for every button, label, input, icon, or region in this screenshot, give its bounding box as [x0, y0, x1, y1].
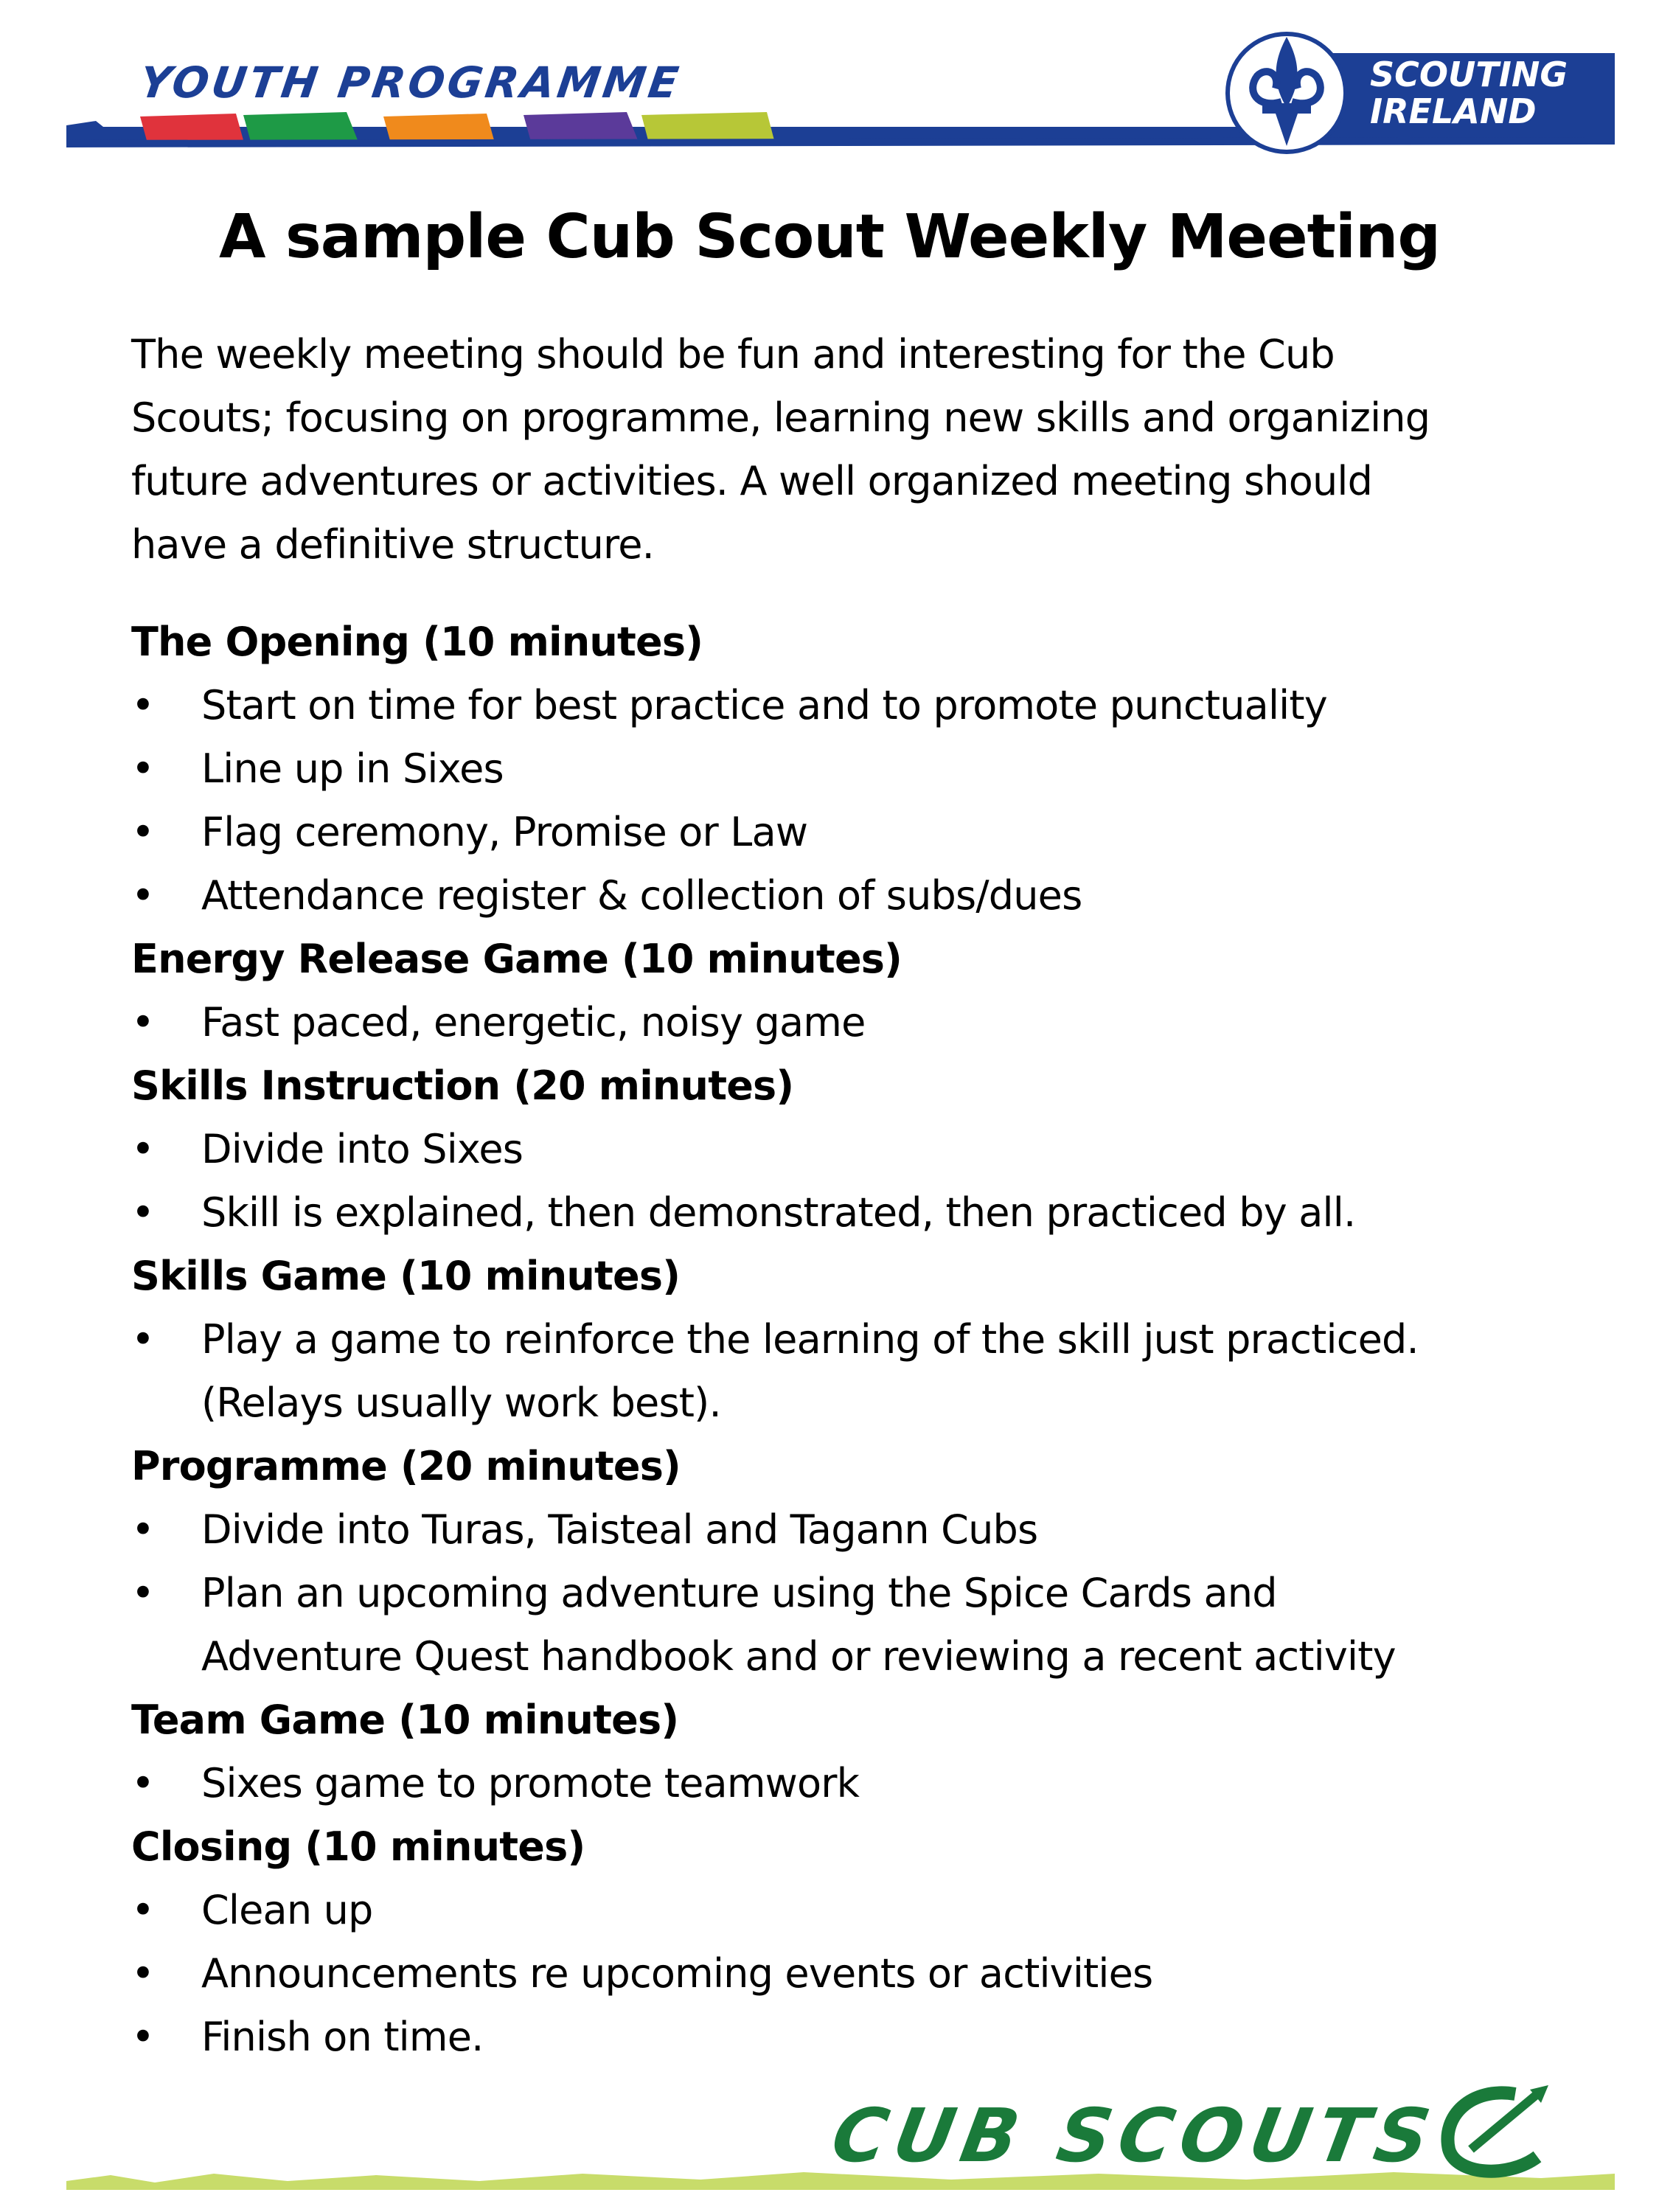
bullet-icon: • [131, 2014, 155, 2060]
section-heading: Skills Game (10 minutes) [131, 1253, 681, 1299]
section-heading: Skills Instruction (20 minutes) [131, 1062, 794, 1109]
list-item-text: Play a game to reinforce the learning of the skill just practiced. [201, 1316, 1419, 1363]
page-footer [0, 2079, 1659, 2212]
list-item [131, 1752, 1569, 1815]
cub-scouts-wordmark: CUB SCOUTS [825, 2093, 1444, 2179]
bullet-icon: • [131, 1760, 155, 1806]
bullet-list [131, 1879, 1569, 2069]
section-heading: Energy Release Game (10 minutes) [131, 936, 902, 982]
intro-line: Scouts; focusing on programme, learning new skills and organizing [131, 394, 1430, 441]
list-item-text: Announcements re upcoming events or activities [201, 1950, 1153, 1997]
page-title: A sample Cub Scout Weekly Meeting [218, 202, 1441, 272]
list-item-text: Fast paced, energetic, noisy game [201, 999, 866, 1046]
list-item [131, 864, 1569, 928]
bullet-icon: • [131, 745, 155, 792]
list-item [131, 1498, 1569, 1562]
bullet-icon: • [131, 1506, 155, 1553]
bullet-icon: • [131, 682, 155, 728]
bullet-icon: • [131, 1950, 155, 1997]
bullet-list [131, 674, 1569, 928]
list-item-text: Sixes game to promote teamwork [201, 1760, 860, 1806]
intro-line: The weekly meeting should be fun and interesting for the Cub [131, 331, 1335, 378]
meeting-sections [131, 611, 1569, 2069]
section-heading: Team Game (10 minutes) [131, 1697, 679, 1743]
bullet-icon: • [131, 999, 155, 1046]
list-item-text: Flag ceremony, Promise or Law [201, 809, 808, 855]
list-item [131, 1942, 1569, 2006]
list-item [131, 2006, 1569, 2069]
section-heading: Closing (10 minutes) [131, 1823, 585, 1870]
list-item [131, 1879, 1569, 1942]
section-heading: The Opening (10 minutes) [131, 619, 703, 665]
list-item-text: Divide into Sixes [201, 1126, 524, 1172]
list-item-text: Finish on time. [201, 2014, 484, 2060]
bullet-icon: • [131, 1887, 155, 1933]
bullet-list [131, 991, 1569, 1054]
logo-line-1: SCOUTING [1370, 55, 1568, 94]
bullet-list [131, 1498, 1569, 1688]
list-item-text: Adventure Quest handbook and or reviewing a recent activity [201, 1633, 1396, 1680]
bullet-icon: • [131, 1126, 155, 1172]
list-item [131, 737, 1569, 801]
cub-scouts-emblem-icon [1427, 2079, 1559, 2183]
intro-paragraph [131, 323, 1569, 577]
bullet-icon: • [131, 809, 155, 855]
fleur-de-lis-icon [1224, 21, 1349, 161]
list-item [131, 1562, 1569, 1688]
logo-line-2: IRELAND [1370, 91, 1537, 131]
scouting-ireland-logo-text [1370, 56, 1568, 130]
bullet-icon: • [131, 1316, 155, 1363]
page-header [0, 0, 1659, 170]
bullet-icon: • [131, 1189, 155, 1236]
bullet-list [131, 1308, 1569, 1435]
section-heading: Programme (20 minutes) [131, 1443, 681, 1489]
list-item-text: Start on time for best practice and to promote punctuality [201, 682, 1327, 728]
list-item-text: Skill is explained, then demonstrated, then practiced by all. [201, 1189, 1356, 1236]
list-item-text: Divide into Turas, Taisteal and Tagann Cubs [201, 1506, 1038, 1553]
list-item-text: Attendance register & collection of subs/dues [201, 872, 1082, 919]
bullet-icon: • [131, 872, 155, 919]
youth-programme-label: YOUTH PROGRAMME [136, 58, 685, 108]
list-item-text: Plan an upcoming adventure using the Spice Cards and [201, 1570, 1277, 1616]
list-item [131, 674, 1569, 737]
list-item [131, 1181, 1569, 1245]
bullet-list [131, 1118, 1569, 1245]
intro-line: have a definitive structure. [131, 521, 654, 568]
bullet-list [131, 1752, 1569, 1815]
bullet-icon: • [131, 1570, 155, 1616]
list-item [131, 991, 1569, 1054]
list-item-text: Line up in Sixes [201, 745, 504, 792]
list-item [131, 1118, 1569, 1181]
list-item [131, 1308, 1569, 1435]
list-item-text: (Relays usually work best). [201, 1380, 721, 1426]
document-body [131, 323, 1569, 2069]
list-item [131, 801, 1569, 864]
list-item-text: Clean up [201, 1887, 373, 1933]
intro-line: future adventures or activities. A well organized meeting should [131, 458, 1373, 504]
